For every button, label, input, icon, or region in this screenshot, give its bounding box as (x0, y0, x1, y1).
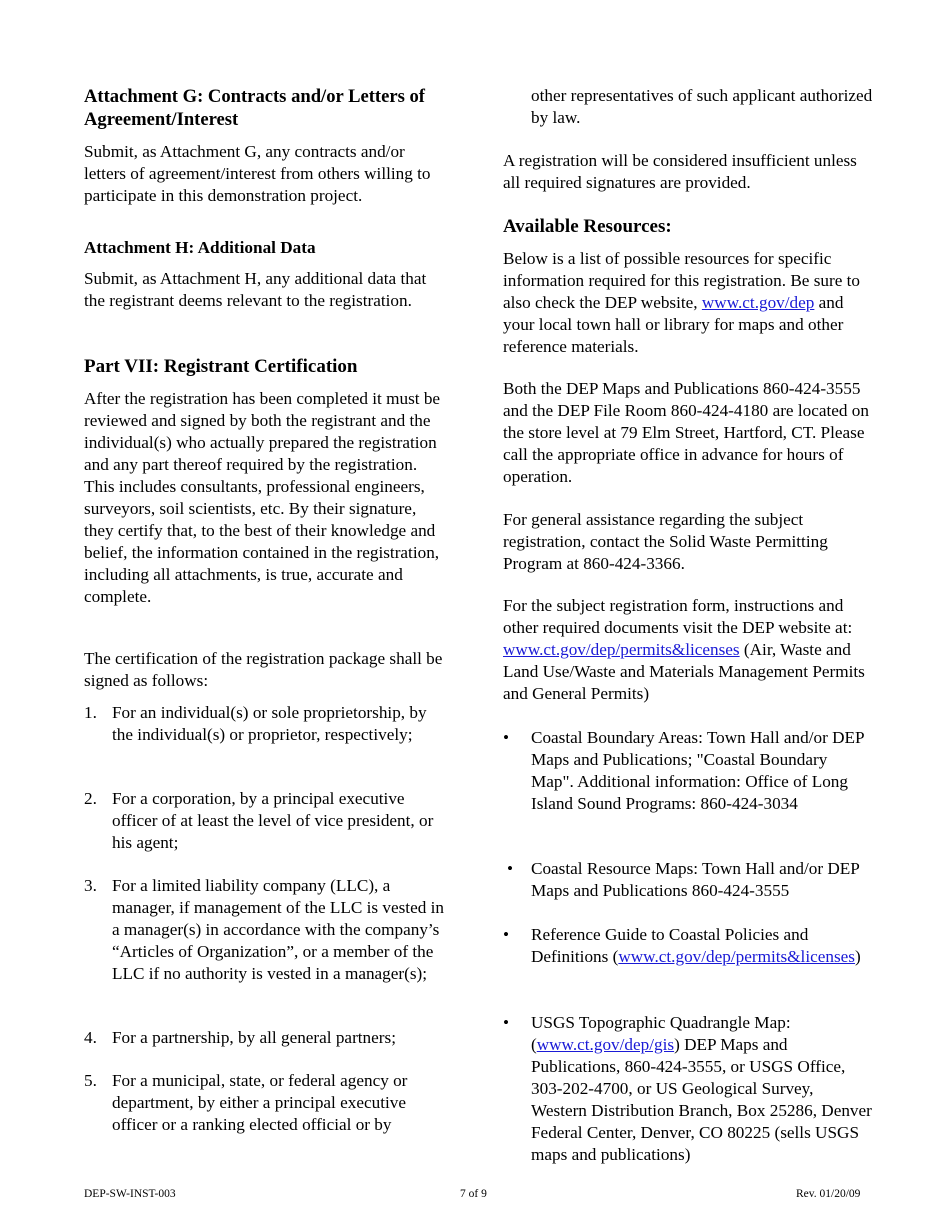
form-paragraph (503, 595, 873, 705)
insufficient-notice: A registration will be considered insufficient unless all required signatures are provided. (503, 151, 857, 192)
bullet-text-end: ) DEP Maps and Publications, 860-424-3555, or USGS Office, 303-202-4700, or US Geological Survey, Western Distribution Branch, Box 25286, Denver Federal Center, Denver, CO 80225 (sells USGS maps and publications) (531, 1035, 872, 1164)
permits-licenses-link[interactable]: www.ct.gov/dep/permits&licenses (503, 640, 740, 659)
bullet-text-end: ) (854, 947, 861, 966)
form-text: For the subject registration form, instructions and other required documents visit the DEP website at: (503, 596, 853, 637)
bullet-text (531, 1012, 873, 1166)
part-vii-body: After the registration has been completed it must be reviewed and signed by both the registrant and the individual(s) who actually prepared the registration and any part thereof required by the registration. This includes consultants, professional engineers, surveyors, soil scientists, etc. By their signature, they certify that, to the best of their knowledge and belief, the information contained in the registration, including all attachments, is true, accurate and complete. (84, 389, 441, 606)
list-text: For a municipal, state, or federal agency or department, by either a principal executive officer or a ranking elected official or by (112, 1071, 408, 1134)
footer-page-number: 7 of 9 (460, 1188, 487, 1200)
attachment-h-body: Submit, as Attachment H, any additional data that the registrant deems relevant to the registration. (84, 269, 427, 310)
bullet-icon: • (503, 728, 510, 747)
resources-intro-text: Below is a list of possible resources for specific information required for this registration. Be sure to also check the DEP website, (503, 249, 861, 312)
reference-guide-link[interactable]: www.ct.gov/dep/permits&licenses (618, 947, 855, 966)
bullet-icon: • (503, 1013, 510, 1032)
bullet-text: Coastal Boundary Areas: Town Hall and/or DEP Maps and Publications; "Coastal Boundary Map". Additional information: Office of Long Island Sound Programs: 860-424-3034 (531, 728, 864, 813)
list-number: 3. (84, 876, 97, 895)
list-text: For an individual(s) or sole proprietorship, by the individual(s) or proprietor, respectively; (112, 703, 427, 744)
certification-intro: The certification of the registration package shall be signed as follows: (84, 649, 443, 690)
resources-intro-text-end: and your local town hall or library for maps and other reference materials. (503, 293, 844, 356)
maps-publications-paragraph: Both the DEP Maps and Publications 860-424-3555 and the DEP File Room 860-424-4180 are located on the store level at 79 Elm Street, Hartford, CT. Please call the appropriate office in advance for hours of operation. (503, 379, 869, 486)
available-resources-heading: Available Resources: (503, 216, 672, 237)
bullet-icon: • (503, 925, 510, 944)
attachment-h-heading: Attachment H: Additional Data (84, 238, 316, 257)
dep-website-link[interactable]: www.ct.gov/dep (701, 293, 815, 312)
list-text: For a limited liability company (LLC), a manager, if management of the LLC is vested in a manager(s) in accordance with the company’s “Articles of Organization”, or a member of the LLC if no authority is vested in a manager(s); (112, 876, 444, 983)
form-text-end: (Air, Waste and Land Use/Waste and Materials Management Permits and General Permits) (503, 640, 865, 703)
list-text: For a partnership, by all general partners; (112, 1028, 396, 1047)
list-number: 4. (84, 1028, 97, 1047)
bullet-text: Coastal Resource Maps: Town Hall and/or DEP Maps and Publications 860-424-3555 (531, 859, 860, 900)
continuation-text: other representatives of such applicant authorized by law. (531, 86, 873, 127)
bullet-text-start: USGS Topographic Quadrangle Map: ( (531, 1013, 791, 1054)
assistance-paragraph: For general assistance regarding the subject registration, contact the Solid Waste Permitting Program at 860-424-3366. (503, 510, 828, 573)
resources-intro (503, 248, 873, 358)
attachment-g-heading: Attachment G: Contracts and/or Letters of Agreement/Interest (84, 86, 425, 130)
bullet-icon: • (507, 859, 514, 878)
list-text: For a corporation, by a principal executive officer of at least the level of vice president, or his agent; (112, 789, 434, 852)
gis-link[interactable]: www.ct.gov/dep/gis (536, 1035, 675, 1054)
list-number: 2. (84, 789, 97, 808)
footer-doc-id: DEP-SW-INST-003 (84, 1188, 176, 1200)
attachment-g-body: Submit, as Attachment G, any contracts and/or letters of agreement/interest from others willing to participate in this demonstration project. (84, 142, 431, 205)
bullet-text-start: Reference Guide to Coastal Policies and Definitions ( (531, 925, 809, 966)
list-number: 5. (84, 1071, 97, 1090)
footer-revision: Rev. 01/20/09 (796, 1188, 861, 1200)
part-vii-heading: Part VII: Registrant Certification (84, 356, 358, 377)
bullet-text (531, 924, 873, 968)
list-number: 1. (84, 703, 97, 722)
